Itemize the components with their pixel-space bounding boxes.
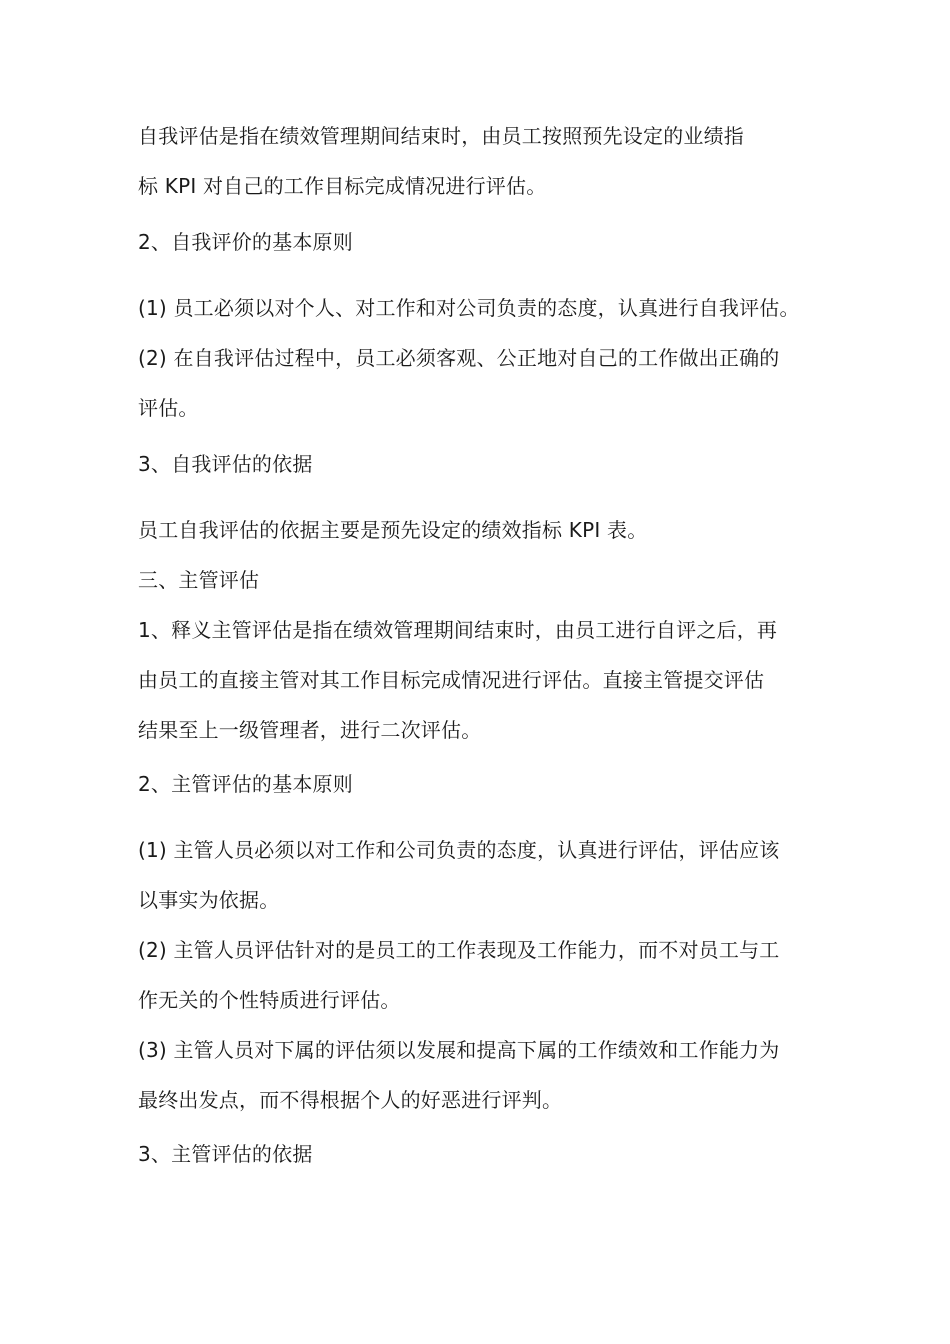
paragraph-supervisor-definition-line-3: 结果至上一级管理者，进行二次评估。 bbox=[138, 718, 482, 742]
paragraph-supervisor-definition-line-1: 1、释义主管评估是指在绩效管理期间结束时，由员工进行自评之后，再 bbox=[138, 618, 778, 642]
principle-1-supervisor-line-2: 以事实为依据。 bbox=[138, 888, 280, 912]
heading-self-assessment-basis: 3、自我评估的依据 bbox=[138, 452, 313, 476]
paragraph-supervisor-definition-line-2: 由员工的直接主管对其工作目标完成情况进行评估。直接主管提交评估 bbox=[138, 668, 765, 692]
heading-section-three-supervisor-assessment: 三、主管评估 bbox=[138, 568, 260, 592]
principle-2-self-line-2: 评估。 bbox=[138, 396, 199, 420]
principle-1-supervisor-line-1: (1) 主管人员必须以对工作和公司负责的态度，认真进行评估，评估应该 bbox=[138, 838, 780, 862]
principle-1-self: (1) 员工必须以对个人、对工作和对公司负责的态度，认真进行自我评估。 bbox=[138, 296, 800, 320]
paragraph-self-assessment-definition-line-2: 标 KPI 对自己的工作目标完成情况进行评估。 bbox=[138, 174, 547, 198]
paragraph-self-assessment-basis: 员工自我评估的依据主要是预先设定的绩效指标 KPI 表。 bbox=[138, 518, 648, 542]
heading-self-evaluation-principles: 2、自我评价的基本原则 bbox=[138, 230, 353, 254]
principle-2-supervisor-line-1: (2) 主管人员评估针对的是员工的工作表现及工作能力，而不对员工与工 bbox=[138, 938, 780, 962]
principle-3-supervisor-line-1: (3) 主管人员对下属的评估须以发展和提高下属的工作绩效和工作能力为 bbox=[138, 1038, 780, 1062]
principle-2-self-line-1: (2) 在自我评估过程中，员工必须客观、公正地对自己的工作做出正确的 bbox=[138, 346, 780, 370]
principle-3-supervisor-line-2: 最终出发点，而不得根据个人的好恶进行评判。 bbox=[138, 1088, 563, 1112]
principle-2-supervisor-line-2: 作无关的个性特质进行评估。 bbox=[138, 988, 401, 1012]
heading-supervisor-principles: 2、主管评估的基本原则 bbox=[138, 772, 353, 796]
paragraph-self-assessment-definition-line-1: 自我评估是指在绩效管理期间结束时，由员工按照预先设定的业绩指 bbox=[138, 124, 744, 148]
heading-supervisor-assessment-basis: 3、主管评估的依据 bbox=[138, 1142, 313, 1166]
